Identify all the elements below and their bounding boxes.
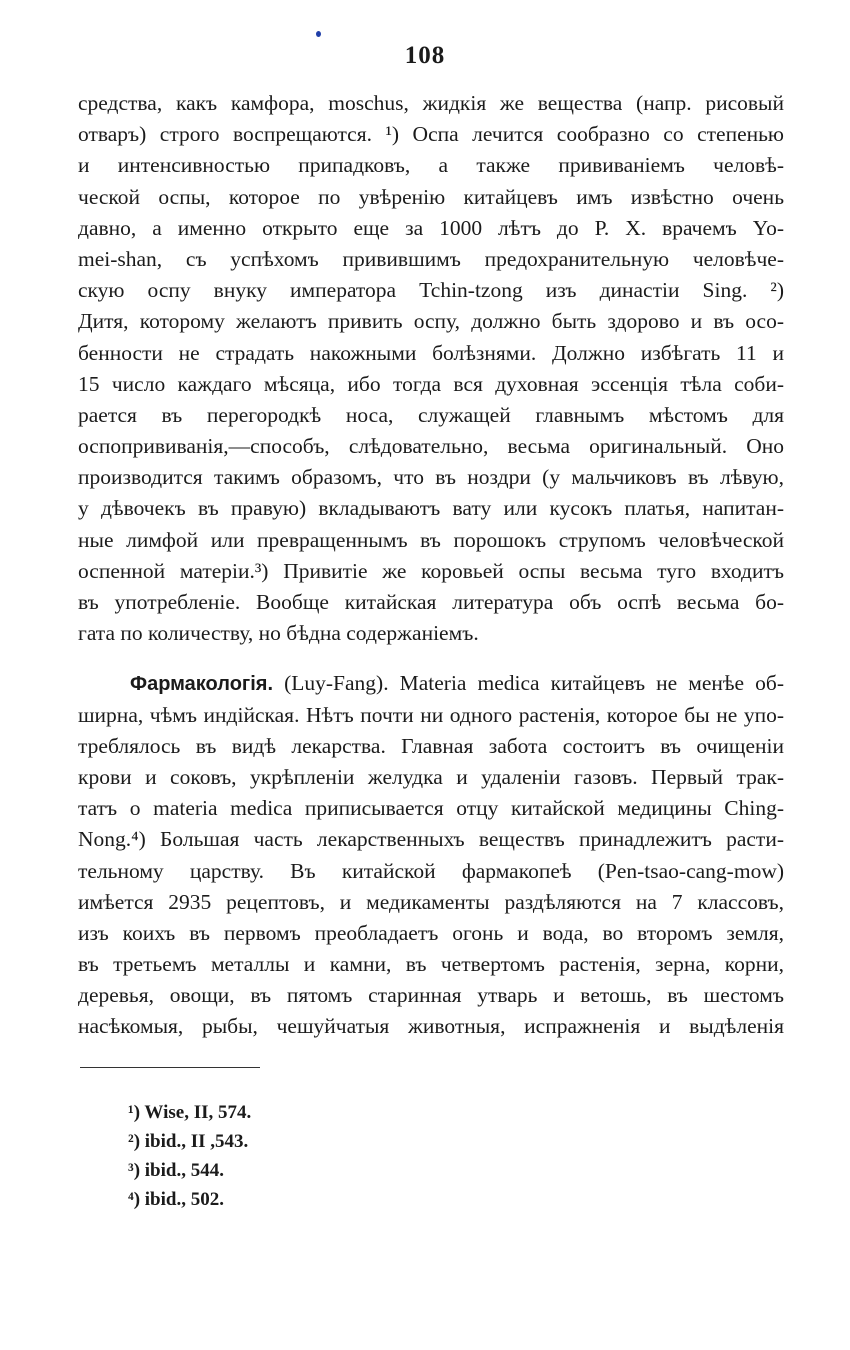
footnote: ²) ibid., II ,543. bbox=[128, 1131, 249, 1152]
paragraph-pharmacology bbox=[78, 668, 784, 1042]
text-line: mei-shan, съ успѣхомъ привившимъ предохранительную человѣче- bbox=[78, 246, 784, 271]
text-line: оспенной матеріи.³) Привитіе же коровьей оспы весьма туго входитъ bbox=[78, 558, 784, 583]
text-line: у дѣвочекъ въ правую) вкладываютъ вату или кусокъ платья, напитан- bbox=[78, 496, 784, 521]
page-number: 108 bbox=[404, 42, 446, 69]
text-line: изъ коихъ въ первомъ преобладаетъ огонь и вода, во второмъ земля, bbox=[78, 920, 784, 945]
text-line: ческой оспы, которое по увѣренію китайцевъ имъ извѣстно очень bbox=[78, 184, 784, 209]
text-line: ные лимфой или превращеннымъ въ порошокъ струпомъ человѣческой bbox=[78, 527, 784, 552]
text-line: деревья, овощи, въ пятомъ старинная утварь и ветошь, въ шестомъ bbox=[78, 983, 784, 1008]
text-line: треблялось въ видѣ лекарства. Главная забота состоитъ въ очищеніи bbox=[78, 733, 784, 758]
text-line: тельному царству. Въ китайской фармакопеѣ (Pen-tsao-cang-mow) bbox=[78, 858, 784, 883]
footnote: ³) ibid., 544. bbox=[128, 1160, 224, 1181]
text-line: крови и соковъ, укрѣпленіи желудка и удаленіи газовъ. Первый трак- bbox=[78, 764, 784, 789]
footnote-divider bbox=[80, 1067, 260, 1068]
ink-spot bbox=[316, 31, 321, 37]
footnote: ⁴) ibid., 502. bbox=[128, 1189, 224, 1210]
text-line: давно, а именно открыто еще за 1000 лѣтъ до Р. Х. врачемъ Yo- bbox=[78, 215, 784, 240]
paragraph-smallpox bbox=[78, 88, 784, 649]
text-line: имѣется 2935 рецептовъ, и медикаменты раздѣляются на 7 классовъ, bbox=[78, 889, 784, 914]
text-line: татъ о materia medica приписывается отцу китайской медицины Ching- bbox=[78, 796, 784, 821]
text-line bbox=[78, 668, 784, 699]
text-line: оспопрививанія,—способъ, слѣдовательно, весьма оригинальный. Оно bbox=[78, 434, 784, 459]
text-line: и интенсивностью припадковъ, а также прививаніемъ человѣ- bbox=[78, 153, 784, 178]
text-line: рается въ перегородкѣ носа, служащей главнымъ мѣстомъ для bbox=[78, 402, 784, 427]
text-line: насѣкомыя, рыбы, чешуйчатыя животныя, испражненія и выдѣленія bbox=[78, 1014, 784, 1039]
text-line: Nong.⁴) Большая часть лекарственныхъ веществъ принадлежитъ расти- bbox=[78, 827, 784, 852]
paragraph-spacer bbox=[78, 649, 784, 668]
text-line: скую оспу внуку императора Tchin-tzong изъ династіи Sing. ²) bbox=[78, 278, 784, 303]
text-line: 15 число каждаго мѣсяца, ибо тогда вся духовная эссенція тѣла соби- bbox=[78, 371, 784, 396]
text-line: отваръ) строго воспрещаются. ¹) Оспа лечится сообразно со степенью bbox=[78, 122, 784, 147]
heading-line-text: (Luy-Fang). Materia medica китайцевъ не менѣе об- bbox=[284, 671, 784, 696]
text-line: Дитя, которому желаютъ привить оспу, должно быть здорово и въ осо- bbox=[78, 309, 784, 334]
footnote: ¹) Wise, II, 574. bbox=[128, 1102, 252, 1123]
text-line: производится такимъ образомъ, что въ ноздри (у мальчиковъ въ лѣвую, bbox=[78, 465, 784, 490]
text-line: бенности не страдать накожными болѣзнями. Должно избѣгать 11 и bbox=[78, 340, 784, 365]
body-text bbox=[78, 88, 784, 1043]
section-heading: Фармакологія. bbox=[130, 673, 274, 696]
text-line: ширна, чѣмъ индійская. Нѣтъ почти ни одного растенія, которое бы не упо- bbox=[78, 702, 784, 727]
text-line: гата по количеству, но бѣдна содержаніемъ. bbox=[78, 621, 479, 646]
footnotes bbox=[128, 1098, 251, 1214]
text-line: въ третьемъ металлы и камни, въ четвертомъ растенія, зерна, корни, bbox=[78, 952, 784, 977]
text-line: въ употребленіе. Вообще китайская литература объ оспѣ весьма бо- bbox=[78, 590, 784, 614]
text-line: средства, какъ камфора, moschus, жидкія же вещества (напр. рисовый bbox=[78, 91, 784, 115]
